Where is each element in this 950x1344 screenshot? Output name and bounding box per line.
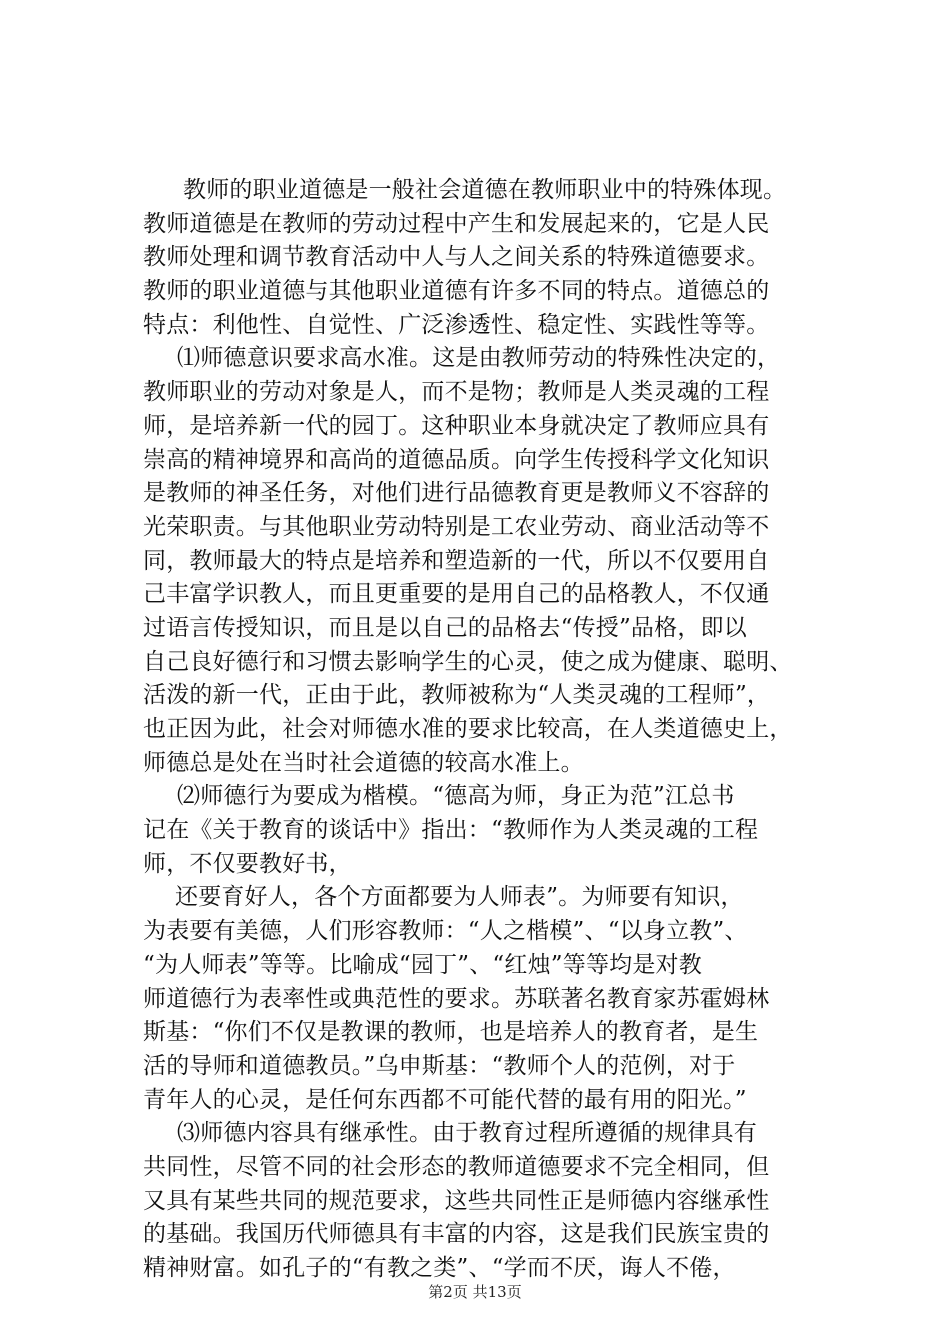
text-line: 记在《关于教育的谈话中》指出：“教师作为人类灵魂的工程 <box>143 817 759 844</box>
text-line: 同，教师最大的特点是培养和塑造新的一代，所以不仅要用自 <box>143 547 770 574</box>
text-line: 教师的职业道德与其他职业道德有许多不同的特点。道德总的 <box>143 278 770 305</box>
text-line: 是教师的神圣任务，对他们进行品德教育更是教师义不容辞的 <box>143 480 770 507</box>
text-line: ⑴师德意识要求高水准。这是由教师劳动的特殊性决定的， <box>177 345 781 372</box>
text-line: 也正因为此，社会对师德水准的要求比较高，在人类道德史上， <box>143 716 793 742</box>
text-line: 己丰富学识教人，而且更重要的是用自己的品格教人，不仅通 <box>143 581 770 608</box>
text-line: 师德总是处在当时社会道德的较高水准上。 <box>143 749 584 776</box>
text-line: 活的导师和道德教员。”乌申斯基：“教师个人的范例，对于 <box>143 1052 736 1079</box>
text-line: 青年人的心灵，是任何东西都不可能代替的最有用的阳光。” <box>143 1086 747 1113</box>
text-line: 精神财富。如孔子的“有教之类”、“学而不厌，诲人不倦， <box>143 1255 736 1281</box>
text-line: 教师职业的劳动对象是人，而不是物；教师是人类灵魂的工程 <box>143 379 770 406</box>
text-line: 特点：利他性、自觉性、广泛渗透性、稳定性、实践性等等。 <box>143 311 770 338</box>
text-line: 师道德行为表率性或典范性的要求。苏联著名教育家苏霍姆林 <box>143 985 770 1012</box>
text-line: 教师的职业道德是一般社会道德在教师职业中的特殊体现。 <box>183 177 787 203</box>
text-line: “为人师表”等等。比喻成“园丁”、“红烛”等等均是对教 <box>143 951 702 978</box>
text-line: 又具有某些共同的规范要求，这些共同性正是师德内容继承性 <box>143 1187 770 1214</box>
body-text <box>143 174 833 1286</box>
text-line: 师，是培养新一代的园丁。这种职业本身就决定了教师应具有 <box>143 412 770 439</box>
text-line: 教师处理和调节教育活动中人与人之间关系的特殊道德要求。 <box>143 244 770 271</box>
text-line: 崇高的精神境界和高尚的道德品质。向学生传授科学文化知识 <box>143 446 770 473</box>
text-line: 光荣职责。与其他职业劳动特别是工农业劳动、商业活动等不 <box>143 513 770 540</box>
text-line: 师，不仅要教好书， <box>143 850 352 877</box>
text-line: 的基础。我国历代师德具有丰富的内容，这是我们民族宝贵的 <box>143 1221 770 1248</box>
text-line: 共同性，尽管不同的社会形态的教师道德要求不完全相同，但 <box>143 1153 770 1180</box>
text-line: 自己良好德行和习惯去影响学生的心灵，使之成为健康、聪明、 <box>143 648 793 675</box>
text-line: 活泼的新一代，正由于此，教师被称为“人类灵魂的工程师”， <box>143 682 771 709</box>
text-line: ⑵师德行为要成为楷模。“德高为师，身正为范”江总书 <box>177 783 735 810</box>
text-line: 斯基：“你们不仅是教课的教师，也是培养人的教育者，是生 <box>143 1019 759 1046</box>
text-line: ⑶师德内容具有继承性。由于教育过程所遵循的规律具有 <box>177 1120 757 1147</box>
text-line: 为表要有美德，人们形容教师：“人之楷模”、“以身立教”、 <box>143 918 748 945</box>
text-line: 过语言传授知识，而且是以自己的品格去“传授”品格，即以 <box>143 614 747 641</box>
text-line: 教师道德是在教师的劳动过程中产生和发展起来的，它是人民 <box>143 210 770 237</box>
text-line: 还要育好人，各个方面都要为人师表”。为师要有知识， <box>175 884 744 911</box>
page-number-footer: 第2页 共13页 <box>428 1283 522 1301</box>
